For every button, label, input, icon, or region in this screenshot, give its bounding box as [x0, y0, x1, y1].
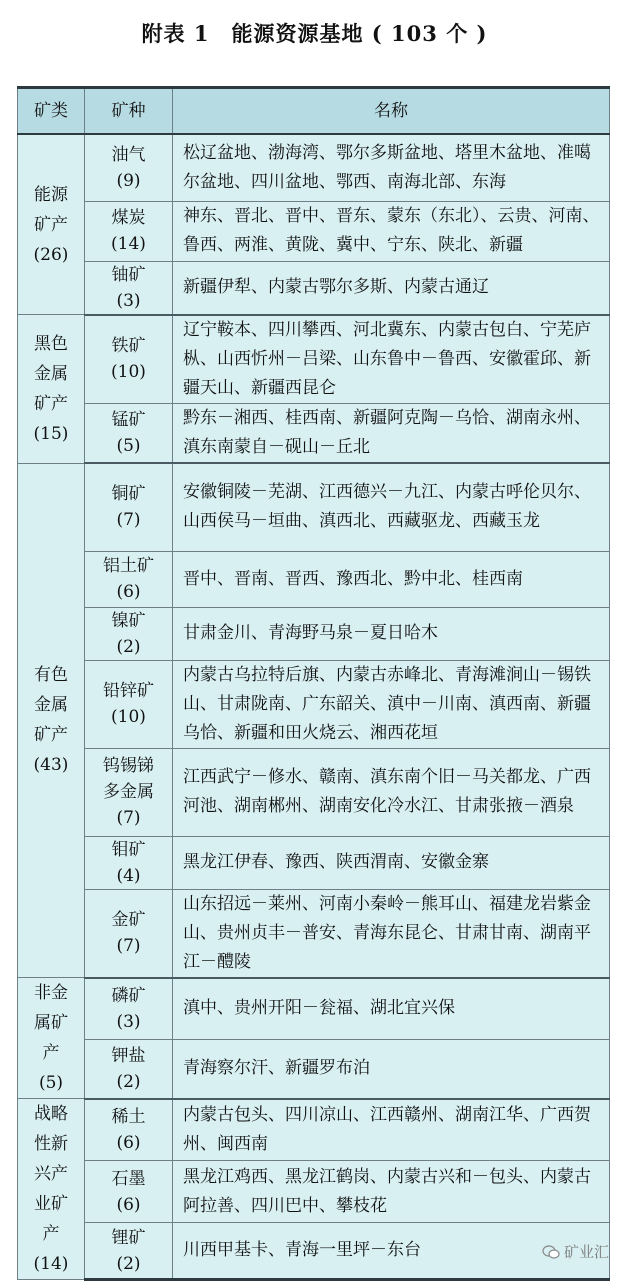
page-title: 附表 1 能源资源基地 ( 103 个 )	[141, 21, 488, 46]
category-label-line: 兴产	[34, 1164, 68, 1184]
kind-label-line: (7)	[116, 936, 141, 956]
header-category: 矿类	[18, 88, 85, 135]
kind-cell	[85, 403, 173, 463]
names-cell: 内蒙古包头、四川凉山、江西赣州、湖南江华、广西贺州、闽西南	[173, 1099, 610, 1161]
names-cell: 神东、晋北、晋中、晋东、蒙东（东北）、云贵、河南、鲁西、两淮、黄陇、冀中、宁东、陕北、新疆	[173, 201, 610, 261]
table-row	[18, 261, 610, 315]
kind-label-line: 稀土	[111, 1106, 146, 1127]
names-cell: 黔东－湘西、桂西南、新疆阿克陶－乌恰、湖南永州、滇东南蒙自－砚山－丘北	[173, 403, 610, 463]
names-cell: 内蒙古乌拉特后旗、内蒙古赤峰北、青海滩涧山－锡铁山、甘肃陇南、广东韶关、滇中－川南、滇西南、新疆乌恰、新疆和田火烧云、湘西花垣	[173, 660, 610, 748]
category-label-line: 能源	[34, 184, 68, 205]
table-row	[18, 978, 610, 1040]
category-label-line: 有色	[34, 665, 68, 686]
kind-cell	[85, 889, 173, 978]
category-label-line: 非金	[34, 983, 68, 1003]
names-cell: 甘肃金川、青海野马泉－夏日哈木	[173, 607, 610, 660]
kind-cell	[85, 463, 173, 551]
kind-label-line: 铝土矿	[103, 556, 154, 576]
header-kind: 矿种	[85, 88, 173, 135]
kind-label-line: 铜矿	[111, 484, 146, 505]
kind-label-line: (6)	[116, 1132, 141, 1153]
table-row	[18, 1223, 610, 1280]
kind-label-line: (2)	[116, 636, 141, 657]
category-cell	[18, 1099, 85, 1280]
kind-cell	[85, 134, 173, 201]
kind-label-line: 金矿	[111, 910, 146, 930]
kind-label-line: 磷矿	[111, 985, 146, 1006]
kind-label-line: 钾盐	[111, 1045, 146, 1066]
kind-label-line: 锰矿	[111, 409, 146, 430]
kind-label-line: 铀矿	[111, 264, 146, 285]
kind-label-line: 锂矿	[111, 1227, 146, 1248]
kind-label-line: 多金属	[103, 782, 154, 802]
kind-label-line: (5)	[116, 435, 141, 456]
kind-label-line: (6)	[116, 582, 141, 602]
kind-label-line: (7)	[116, 808, 141, 828]
names-cell: 新疆伊犁、内蒙古鄂尔多斯、内蒙古通辽	[173, 261, 610, 315]
table-body	[18, 134, 610, 1280]
kind-label-line: 钼矿	[111, 839, 146, 860]
wechat-icon	[542, 1245, 560, 1259]
kind-cell	[85, 748, 173, 836]
category-label-line: 属矿	[34, 1013, 68, 1033]
kind-label-line: (10)	[111, 362, 146, 382]
names-cell: 黑龙江伊春、豫西、陕西渭南、安徽金寨	[173, 836, 610, 889]
category-label-line: 矿产	[34, 214, 68, 235]
category-label-line: (15)	[33, 423, 69, 444]
category-label-line: 产	[42, 1224, 60, 1244]
table-row	[18, 748, 610, 836]
table-row	[18, 315, 610, 404]
table-row	[18, 463, 610, 551]
resource-base-table	[17, 86, 610, 1281]
names-cell: 安徽铜陵－芜湖、江西德兴－九江、内蒙古呼伦贝尔、山西侯马－垣曲、滇西北、西藏驱龙、西藏玉龙	[173, 463, 610, 551]
table-row	[18, 889, 610, 978]
kind-cell	[85, 201, 173, 261]
category-label-line: 产	[42, 1043, 60, 1063]
kind-label-line: (3)	[116, 1011, 141, 1032]
watermark	[542, 1241, 609, 1262]
table-row	[18, 1040, 610, 1099]
kind-cell	[85, 1040, 173, 1099]
table-row	[18, 607, 610, 660]
names-cell: 山东招远－莱州、河南小秦岭－熊耳山、福建龙岩紫金山、贵州贞丰－普安、青海东昆仑、甘肃甘南、湖南平江－醴陵	[173, 889, 610, 978]
kind-label-line: 石墨	[111, 1168, 146, 1189]
kind-cell	[85, 551, 173, 607]
names-cell: 滇中、贵州开阳－瓮福、湖北宜兴保	[173, 978, 610, 1040]
category-label-line: (43)	[33, 755, 69, 776]
category-label-line: (26)	[33, 244, 69, 265]
names-cell: 川西甲基卡、青海一里坪－东台	[173, 1223, 610, 1280]
category-label-line: 战略	[34, 1104, 68, 1124]
category-label-line: 业矿	[34, 1194, 68, 1214]
category-cell	[18, 315, 85, 464]
kind-label-line: 镍矿	[111, 610, 146, 631]
kind-label-line: 铁矿	[111, 336, 146, 356]
table-row	[18, 134, 610, 201]
kind-cell	[85, 1099, 173, 1161]
watermark-text: 矿业汇	[563, 1243, 609, 1261]
category-label-line: 矿产	[34, 725, 68, 746]
kind-label-line: 铅锌矿	[103, 681, 154, 701]
category-label-line: (5)	[38, 1073, 64, 1093]
table-row	[18, 836, 610, 889]
kind-label-line: (14)	[111, 234, 146, 254]
category-cell	[18, 134, 85, 315]
kind-cell	[85, 978, 173, 1040]
kind-label-line: (2)	[116, 1071, 141, 1092]
category-label-line: 矿产	[34, 393, 68, 414]
kind-label-line: (3)	[116, 290, 141, 311]
category-cell	[18, 978, 85, 1099]
header-name: 名称	[173, 88, 610, 135]
category-cell	[18, 463, 85, 978]
category-label-line: 黑色	[34, 333, 68, 354]
kind-cell	[85, 607, 173, 660]
category-label-line: 性新	[34, 1134, 68, 1154]
kind-cell	[85, 261, 173, 315]
names-cell: 晋中、晋南、晋西、豫西北、黔中北、桂西南	[173, 551, 610, 607]
table-row	[18, 551, 610, 607]
names-cell: 青海察尔汗、新疆罗布泊	[173, 1040, 610, 1099]
names-cell: 黑龙江鸡西、黑龙江鹤岗、内蒙古兴和－包头、内蒙古阿拉善、四川巴中、攀枝花	[173, 1161, 610, 1223]
kind-label-line: 油气	[111, 144, 146, 165]
kind-cell	[85, 836, 173, 889]
category-label-line: (14)	[33, 1254, 69, 1274]
kind-cell	[85, 1161, 173, 1223]
names-cell: 江西武宁－修水、赣南、滇东南个旧－马关都龙、广西河池、湖南郴州、湖南安化冷水江、甘肃张掖－酒泉	[173, 748, 610, 836]
kind-cell	[85, 315, 173, 404]
kind-label-line: (6)	[116, 1194, 141, 1215]
kind-label-line: (2)	[116, 1253, 141, 1274]
table-row	[18, 660, 610, 748]
table-row	[18, 403, 610, 463]
kind-label-line: 钨锡锑	[103, 756, 154, 776]
kind-cell	[85, 660, 173, 748]
kind-cell	[85, 1223, 173, 1280]
kind-label-line: (9)	[116, 170, 141, 191]
kind-label-line: (10)	[111, 707, 146, 727]
kind-label-line: 煤炭	[111, 208, 146, 228]
names-cell: 松辽盆地、渤海湾、鄂尔多斯盆地、塔里木盆地、准噶尔盆地、四川盆地、鄂西、南海北部、东海	[173, 134, 610, 201]
category-label-line: 金属	[34, 363, 68, 384]
kind-label-line: (4)	[116, 865, 141, 886]
table-row	[18, 1099, 610, 1161]
table-row	[18, 201, 610, 261]
names-cell: 辽宁鞍本、四川攀西、河北冀东、内蒙古包白、宁芜庐枞、山西忻州－吕梁、山东鲁中－鲁西、安徽霍邱、新疆天山、新疆西昆仑	[173, 315, 610, 404]
category-label-line: 金属	[34, 695, 68, 716]
kind-label-line: (7)	[116, 510, 141, 531]
table-header-row	[18, 88, 610, 135]
table-row	[18, 1161, 610, 1223]
